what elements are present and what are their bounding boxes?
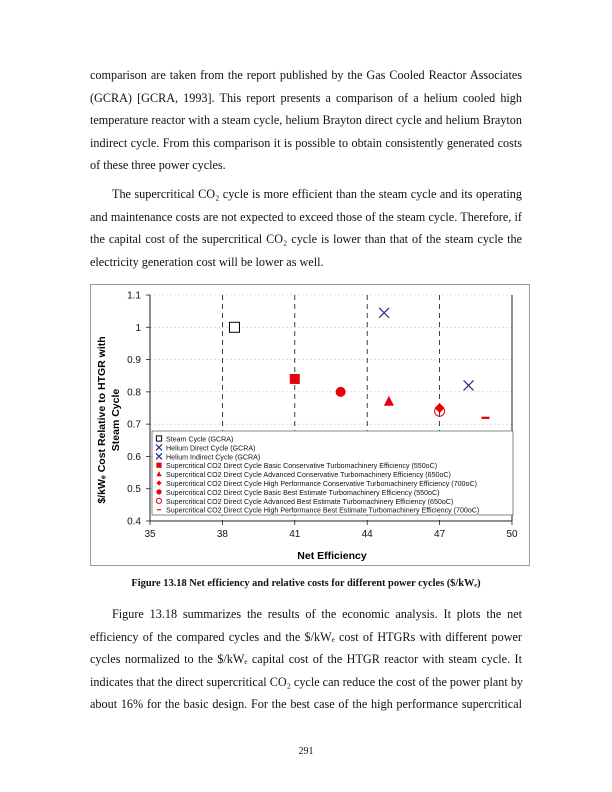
legend-marker: [156, 463, 161, 468]
paragraph-supercritical: [90, 183, 522, 273]
text-line: of these three power cycles.: [90, 158, 226, 173]
data-point: [229, 322, 239, 332]
x-tick-label: 50: [506, 529, 518, 540]
legend-entry: Helium Indirect Cycle (GCRA): [166, 453, 261, 462]
legend-entry: Supercritical CO2 Direct Cycle Advanced Conservative Turbomachinery Efficiency (650oC): [166, 471, 451, 480]
legend-entry: Supercritical CO2 Direct Cycle High Performance Conservative Turbomachinery Efficiency (700oC): [166, 480, 477, 488]
text-line: and maintenance costs are not expected to exceed those of the steam cycle. Therefore, if: [90, 209, 522, 224]
paragraph-summary: [90, 603, 522, 716]
y-axis-label-line2: Steam Cycle: [110, 388, 122, 452]
y-axis-label: $/kWₑ Cost Relative to HTGR with: [96, 336, 108, 504]
x-tick-label: 41: [289, 529, 301, 540]
text-line: temperature reactor with a steam cycle, helium Brayton direct cycle and helium Brayton: [90, 113, 522, 128]
chart-frame: [91, 285, 530, 566]
legend-marker: [156, 489, 161, 494]
legend-entry: Supercritical CO2 Direct Cycle High Performance Best Estimate Turbomachinery Efficiency (700oC): [166, 506, 480, 515]
y-tick-label: 1: [135, 322, 141, 334]
data-point: [290, 374, 300, 384]
legend-marker: [156, 436, 161, 441]
y-tick-label: 0.6: [127, 451, 141, 463]
page-number: 291: [298, 746, 314, 757]
text-line: about 16% for the basic design. For the best case of the high performance supercritical: [90, 697, 522, 712]
legend-entry: Steam Cycle (GCRA): [166, 435, 234, 444]
y-tick-label: 0.8: [127, 387, 141, 399]
text-line: The supercritical CO₂ cycle is more efficient than the steam cycle and its operating: [112, 187, 522, 201]
x-tick-label: 35: [144, 529, 156, 540]
figure-caption: Figure 13.18 Net efficiency and relative costs for different power cycles ($/kWₑ): [131, 578, 481, 589]
text-line: Figure 13.18 summarizes the results of the economic analysis. It plots the net: [112, 607, 522, 621]
paragraph-intro: [90, 64, 522, 177]
legend-entry: Supercritical CO2 Direct Cycle Advanced Best Estimate Turbomachinery Efficiency (650oC): [166, 497, 454, 506]
y-tick-label: 0.9: [127, 355, 141, 367]
text-line: (GCRA) [GCRA, 1993]. This report presents a comparison of a helium cooled high: [90, 90, 522, 105]
legend-entry: Supercritical CO2 Direct Cycle Basic Conservative Turbomachinery Efficiency (550oC): [166, 462, 438, 471]
y-tick-label: 0.7: [127, 419, 141, 431]
legend-marker: [157, 509, 161, 510]
x-tick-label: 38: [216, 529, 228, 540]
x-axis-label: Net Efficiency: [297, 550, 367, 562]
legend: [152, 431, 513, 515]
text-line: efficiency of the compared cycles and the $/kWₑ cost of HTGRs with different power: [90, 629, 522, 644]
efficiency-cost-chart: [90, 284, 530, 566]
legend-entry: Helium Direct Cycle (GCRA): [166, 444, 256, 453]
x-tick-label: 47: [434, 529, 446, 540]
text-line: indicates that the direct supercritical CO₂ cycle can reduce the cost of the power plant by: [90, 674, 524, 689]
data-point: [336, 387, 346, 397]
y-tick-label: 0.5: [127, 484, 141, 496]
legend-entry: Supercritical CO2 Direct Cycle Basic Best Estimate Turbomachinery Efficiency (550oC): [166, 488, 440, 497]
text-line: comparison are taken from the report published by the Gas Cooled Reactor Associates: [90, 68, 522, 82]
text-line: electricity generation cost will be lower as well.: [90, 254, 324, 269]
text-line: cycles normalized to the $/kWₑ capital cost of the HTGR reactor with steam cycle. It: [90, 652, 522, 667]
y-tick-label: 1.1: [127, 290, 141, 302]
text-line: indirect cycle. From this comparison it is possible to obtain consistently generated costs: [90, 135, 522, 150]
y-tick-label: 0.4: [127, 516, 141, 528]
text-line: the capital cost of the supercritical CO₂ cycle is lower than that of the steam cycle the: [90, 232, 522, 247]
x-tick-label: 44: [361, 529, 373, 540]
data-point: [481, 417, 489, 419]
